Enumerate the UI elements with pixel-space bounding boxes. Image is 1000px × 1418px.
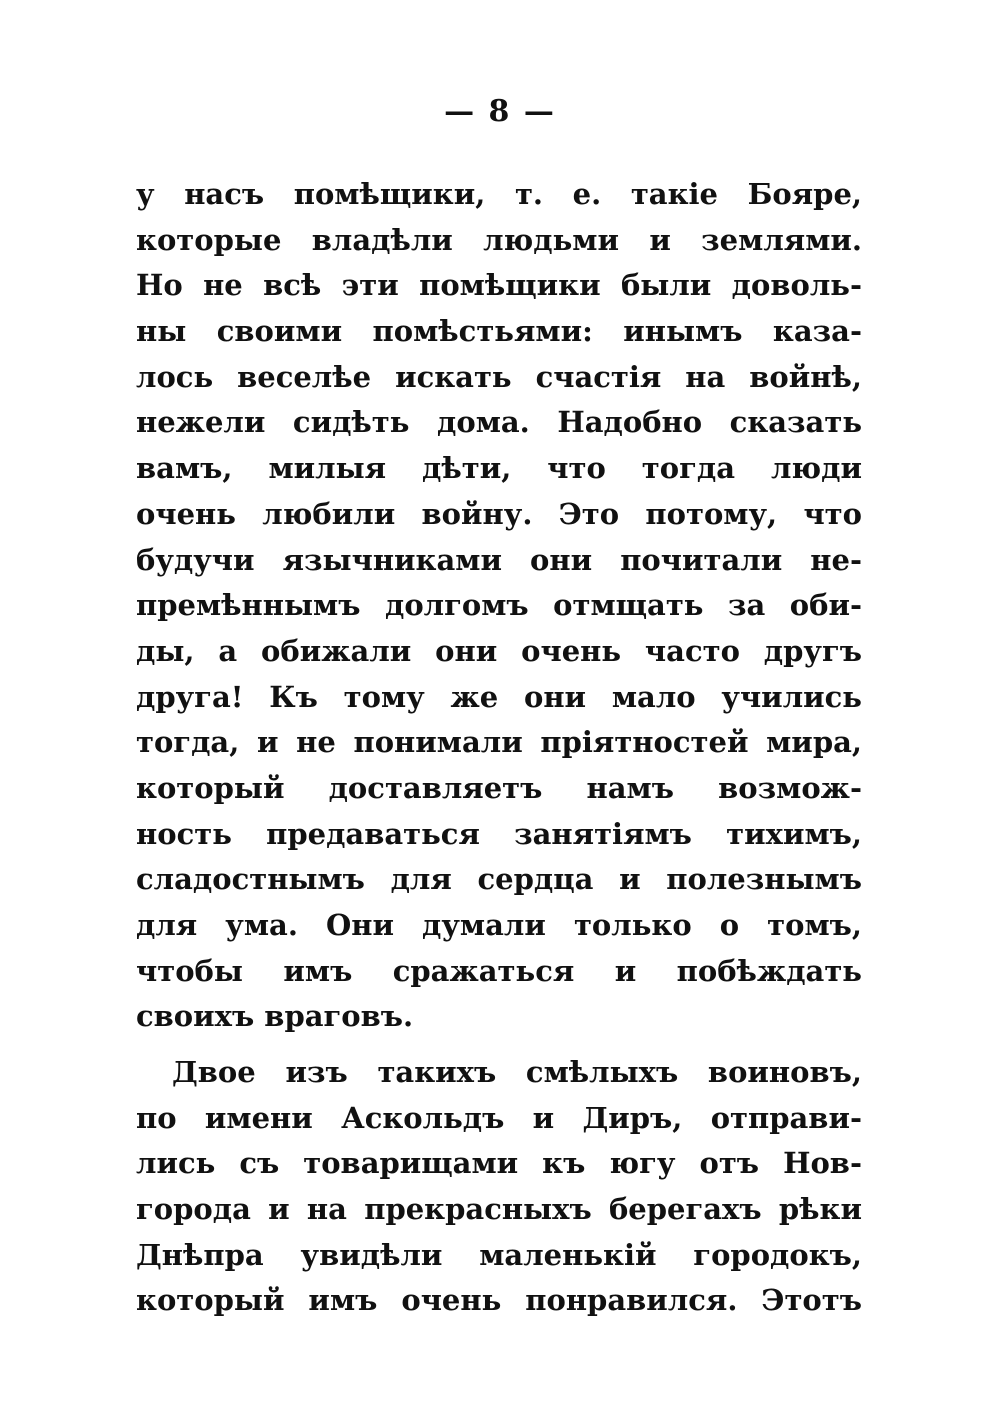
text-line: который имъ очень понравился. Этотъ [136, 1283, 862, 1318]
text-line: друга! Къ тому же они мало учились [136, 679, 862, 714]
text-line: ды, а обижали они очень часто другъ [136, 633, 862, 668]
text-line: для ума. Они думали только о томъ, [136, 908, 862, 942]
text-line: тогда, и не понимали пріятностей мира, [136, 725, 862, 760]
text-line: Двое изъ такихъ смѣлыхъ воиновъ, [172, 1055, 862, 1089]
text-line: очень любили войну. Это потому, что [136, 496, 862, 531]
paragraph-2 [136, 1050, 862, 1324]
paragraph-1 [136, 172, 862, 1040]
text-line: будучи язычниками они почитали не- [136, 542, 862, 577]
text-line: по имени Аскольдъ и Диръ, отправи- [136, 1100, 862, 1135]
text-line: города и на прекрасныхъ берегахъ рѣки [136, 1192, 862, 1227]
page-number: — 8 — [444, 94, 556, 129]
text-line: своихъ враговъ. [136, 999, 414, 1034]
text-line: ность предаваться занятіямъ тихимъ, [136, 816, 862, 851]
text-line: которые владѣли людьми и землями. [136, 222, 862, 257]
text-line: сладостнымъ для сердца и полезнымъ [136, 862, 862, 897]
text-line: чтобы имъ сражаться и побѣждать [136, 953, 862, 988]
text-line: премѣннымъ долгомъ отмщать за оби- [136, 588, 862, 623]
text-line: ны своими помѣстьями: инымъ каза- [136, 314, 862, 349]
text-line: Но не всѣ эти помѣщики были доволь- [136, 268, 862, 303]
text-line: вамъ, милыя дѣти, что тогда люди [136, 451, 862, 486]
text-line: у насъ помѣщики, т. е. такіе Бояре, [136, 177, 862, 211]
text-line: Днѣпра увидѣли маленькій городокъ, [136, 1237, 862, 1272]
text-line: лись съ товарищами къ югу отъ Нов- [136, 1146, 862, 1181]
text-line: лось веселѣе искать счастія на войнѣ, [136, 359, 862, 394]
text-line: который доставляетъ намъ возмож- [136, 770, 862, 805]
text-line: нежели сидѣть дома. Надобно сказать [136, 405, 862, 440]
